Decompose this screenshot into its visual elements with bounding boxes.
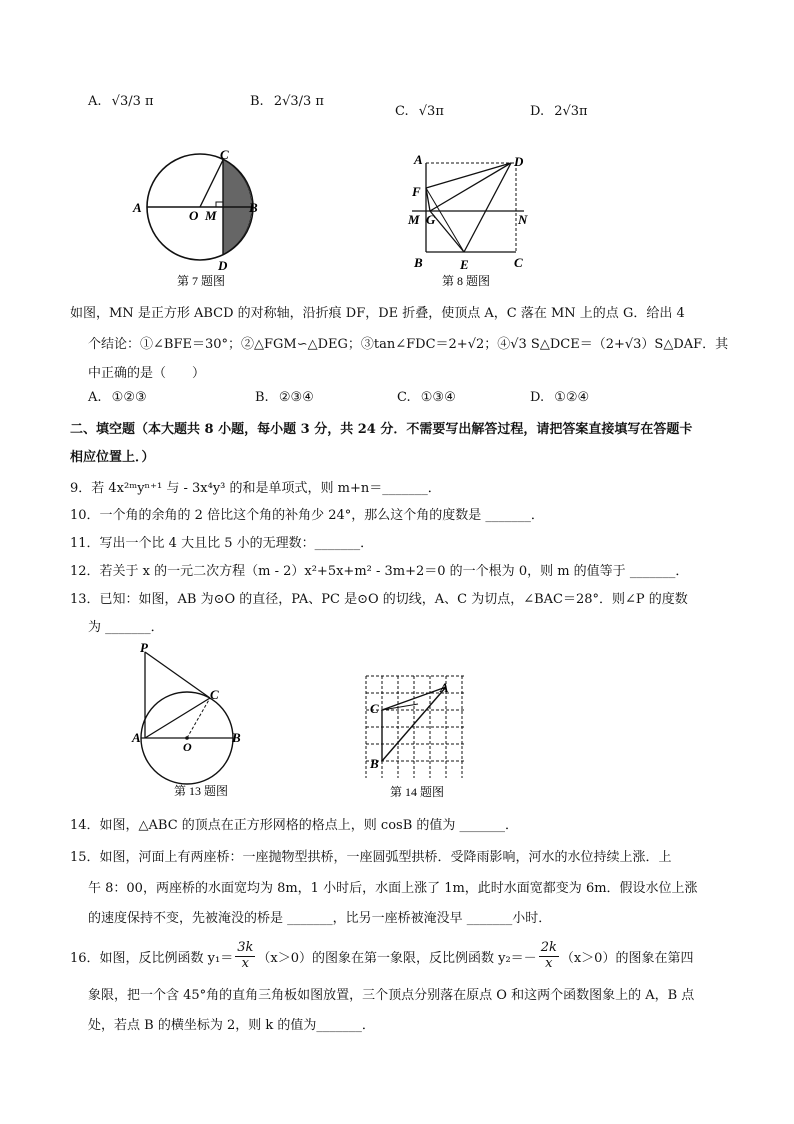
q16-line3 — [88, 1014, 375, 1033]
q13-text-2: 为 _______． — [88, 620, 164, 635]
q8-text-3: 中正确的是（ ） — [88, 366, 206, 381]
q7-option-c-value: √3π — [418, 104, 444, 119]
q8-option-b — [255, 390, 314, 405]
q7-option-b-label: B. — [250, 94, 264, 109]
fig8-label-m: M — [408, 212, 420, 227]
q15-line3 — [88, 907, 551, 926]
q7-option-c-label: C. — [395, 104, 409, 119]
q15-text-1: 15．如图，河面上有两座桥：一座抛物型拱桥，一座圆弧型拱桥．受降雨影响，河水的水位持续上涨．上 — [70, 850, 672, 865]
fig7-label-o: O — [189, 208, 199, 223]
fig8-label-g: G — [426, 212, 436, 227]
fig14-label-c: C — [370, 701, 379, 716]
fig8-label-f: F — [412, 184, 421, 199]
q8-option-c — [397, 390, 456, 405]
q8-text-2: 个结论：①∠BFE＝30°；②△FGM∽△DEG；③tan∠FDC＝2+√2；④√3 S△DCE＝（2+√3）S△DAF．其 — [88, 337, 729, 352]
fig7-label-d: D — [218, 258, 228, 273]
q7-option-a-value: √3/3 π — [111, 94, 154, 109]
q10 — [70, 504, 544, 523]
q8-line2 — [88, 333, 728, 352]
fig13-label-a: A — [132, 730, 141, 745]
q15-line1 — [70, 846, 672, 865]
q7-option-b-value: 2√3/3 π — [273, 94, 324, 109]
q15-text-3: 的速度保持不变，先被淹没的桥是 _______，比另一座桥被淹没早 _______小时． — [88, 911, 552, 926]
fig13-label-c: C — [210, 687, 219, 702]
q13-line2 — [88, 616, 164, 635]
q8-option-a-value: ①②③ — [111, 390, 147, 405]
q8-line1 — [70, 302, 685, 321]
q16-line2 — [88, 984, 694, 1003]
section2-heading-line1 — [70, 418, 692, 437]
figure-7 — [125, 148, 275, 288]
fig13-label-b: B — [232, 730, 241, 745]
fig13-label-o: O — [183, 740, 192, 754]
q9 — [70, 477, 441, 496]
q12 — [70, 560, 688, 579]
figure-13 — [128, 642, 258, 802]
q16-text-1a: 16．如图，反比例函数 y₁＝ — [70, 950, 234, 966]
q7-option-a — [88, 94, 154, 109]
q7-option-a-label: A. — [88, 94, 102, 109]
q11 — [70, 532, 373, 551]
q16-frac1-num: 3k — [237, 940, 254, 956]
fig13-label-p: P — [140, 642, 148, 655]
q8-line3 — [88, 362, 205, 381]
q8-option-a-label: A. — [88, 390, 102, 405]
fig13-caption: 第 13 题图 — [174, 784, 229, 798]
q13-line1 — [70, 588, 688, 607]
fig8-label-a: A — [414, 152, 423, 167]
fig14-caption: 第 14 题图 — [390, 785, 445, 799]
q16-line1 — [70, 936, 693, 976]
q16-text-1b: （x＞0）的图象在第一象限，反比例函数 y₂＝－ — [257, 950, 537, 966]
q16-fraction-2 — [539, 941, 559, 971]
q16-frac2-den: x — [545, 955, 553, 971]
fig8-label-n: N — [518, 212, 528, 227]
q7-option-d — [530, 104, 588, 119]
q9-text: 9．若 4x²ᵐyⁿ⁺¹ 与 - 3x⁴y³ 的和是单项式，则 m+n＝_______． — [70, 481, 441, 496]
fig7-label-b: B — [249, 200, 258, 215]
q7-option-b — [250, 94, 324, 109]
q16-text-2: 象限，把一个含 45°角的直角三角板如图放置，三个顶点分别落在原点 O 和这两个函数图象上的 A，B 点 — [88, 988, 695, 1003]
q16-text-3: 处，若点 B 的横坐标为 2，则 k 的值为_______． — [88, 1018, 375, 1033]
fig7-label-a: A — [133, 200, 142, 215]
fig8-label-c: C — [514, 255, 523, 270]
fig14-label-a: A — [440, 680, 449, 695]
fig14-label-b: B — [370, 756, 379, 771]
q15-text-2: 午 8：00，两座桥的水面宽均为 8m，1 小时后，水面上涨了 1m，此时水面宽都变为 6m．假设水位上涨 — [88, 881, 698, 896]
q16-fraction-1 — [235, 941, 255, 971]
q16-frac1-den: x — [241, 955, 249, 971]
q8-option-a — [88, 390, 147, 405]
q16-frac2-num: 2k — [540, 940, 557, 956]
section2-text-2: 相应位置上．） — [70, 450, 155, 465]
figure-14 — [360, 668, 470, 803]
q7-option-d-value: 2√3π — [554, 104, 588, 119]
q7-option-c — [395, 104, 444, 119]
fig7-caption: 第 7 题图 — [177, 274, 226, 288]
section2-heading-line2 — [70, 446, 155, 465]
q8-option-d-value: ①②④ — [554, 390, 590, 405]
q16-text-1c: （x＞0）的图象在第四 — [560, 950, 694, 966]
fig7-label-m: M — [205, 208, 217, 223]
q8-option-b-value: ②③④ — [278, 390, 314, 405]
fig8-label-d: D — [514, 154, 524, 169]
q10-text: 10．一个角的余角的 2 倍比这个角的补角少 24°，那么这个角的度数是 _______． — [70, 508, 544, 523]
section2-text-1: 二、填空题（本大题共 8 小题，每小题 3 分，共 24 分．不需要写出解答过程，请把答案直接填写在答题卡 — [70, 422, 693, 437]
fig8-label-b: B — [414, 255, 423, 270]
q8-option-d-label: D. — [530, 390, 545, 405]
q8-option-d — [530, 390, 589, 405]
q13-text-1: 13．已知：如图，AB 为⊙O 的直径，PA、PC 是⊙O 的切线，A、C 为切点，∠BAC＝28°．则∠P 的度数 — [70, 592, 688, 607]
q14-text: 14．如图，△ABC 的顶点在正方形网格的格点上，则 cosB 的值为 _______． — [70, 818, 519, 833]
q11-text: 11．写出一个比 4 大且比 5 小的无理数：_______． — [70, 536, 374, 551]
q15-line2 — [88, 877, 698, 896]
q8-option-c-value: ①③④ — [420, 390, 456, 405]
q8-option-c-label: C. — [397, 390, 411, 405]
fig8-label-e: E — [460, 257, 469, 272]
q12-text: 12．若关于 x 的一元二次方程（m - 2）x²+5x+m² - 3m+2＝0 的一个根为 0，则 m 的值等于 _______． — [70, 564, 689, 579]
figure-8 — [398, 150, 548, 290]
q8-text-1: 如图，MN 是正方形 ABCD 的对称轴，沿折痕 DF，DE 折叠，使顶点 A，C 落在 MN 上的点 G．给出 4 — [70, 306, 685, 321]
fig8-caption: 第 8 题图 — [442, 274, 491, 288]
q7-option-d-label: D. — [530, 104, 545, 119]
fig7-label-c: C — [220, 148, 229, 162]
q8-option-b-label: B. — [255, 390, 269, 405]
q14 — [70, 814, 518, 833]
